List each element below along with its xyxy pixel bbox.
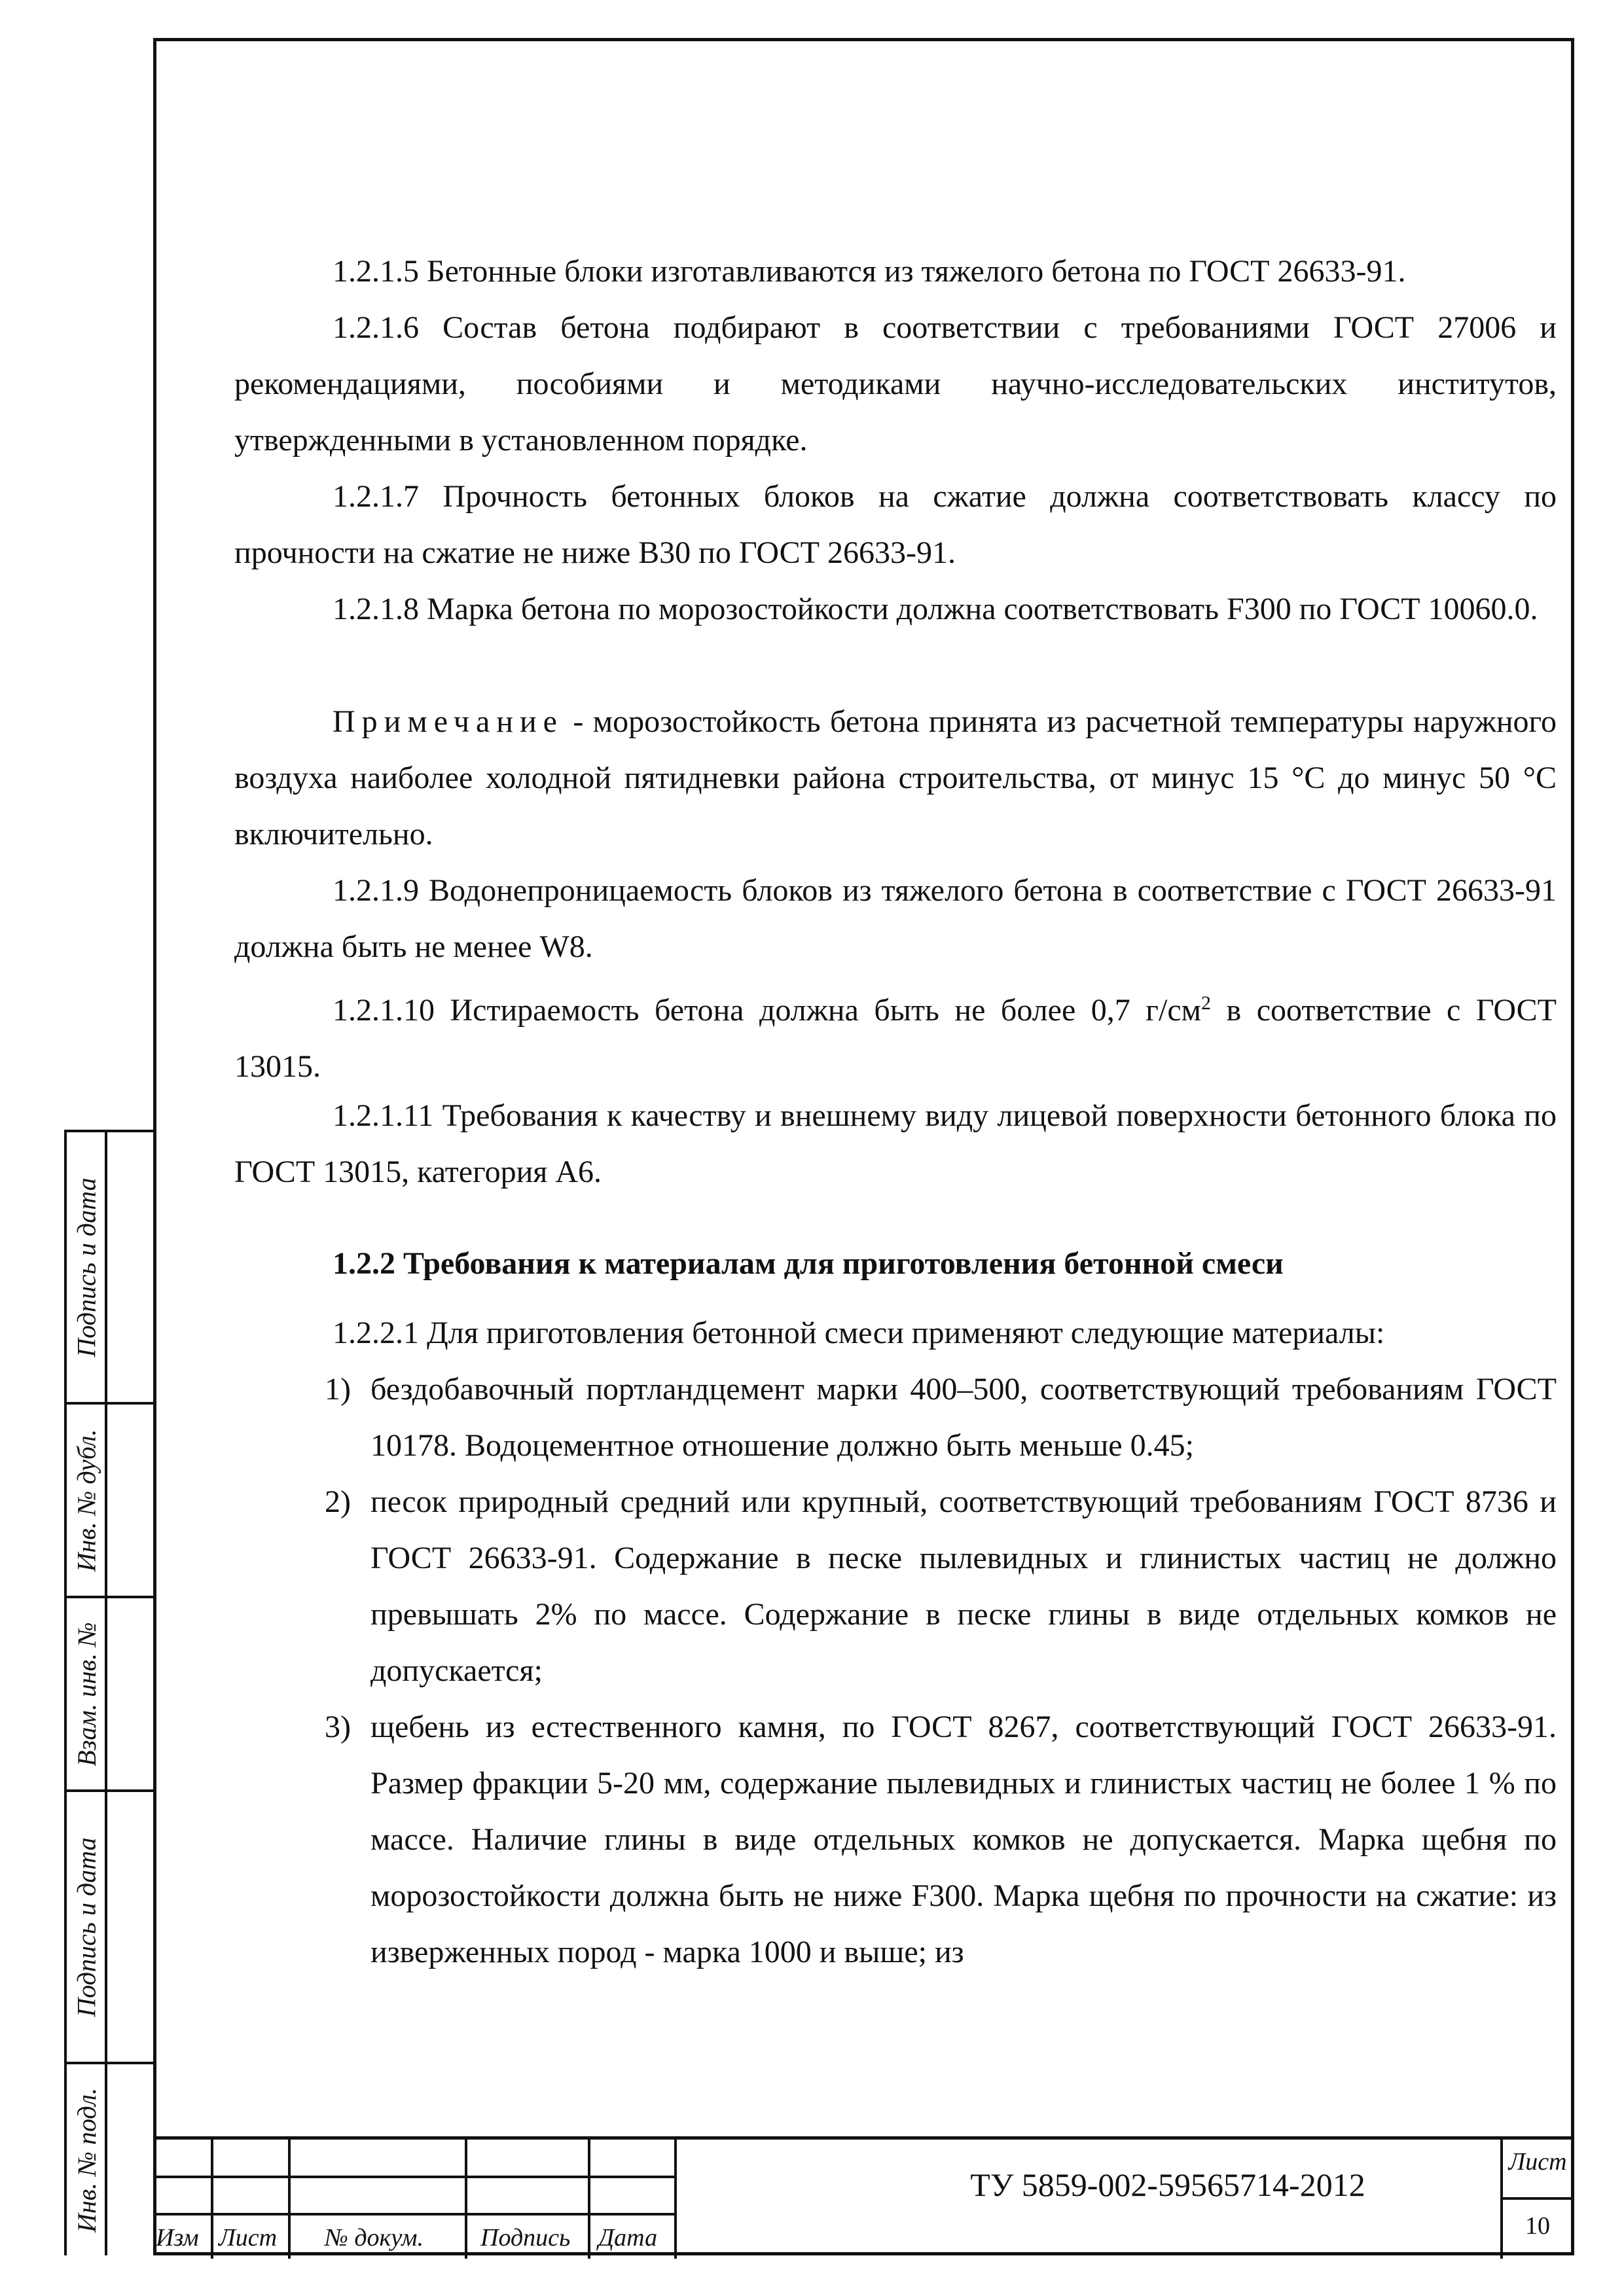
superscript: 2 <box>1201 992 1211 1014</box>
sheet-number: 10 <box>1525 2212 1550 2240</box>
side-stamp-row <box>67 1405 153 1598</box>
side-stamp-row <box>67 1792 153 2064</box>
list-number: 3) <box>325 1710 351 1744</box>
col-izm-label: Изм <box>156 2224 199 2251</box>
paragraph: 1.2.1.11 Требования к качеству и внешнему виду лицевой поверхности бетонного блока по ГОСТ 13015, категория А6. <box>234 1098 1557 1189</box>
side-podpis-data-top: Подпись и дата <box>71 1177 101 1357</box>
paragraph: 1.2.2.1 Для приготовления бетонной смеси применяют следующие материалы: <box>333 1316 1385 1350</box>
title-block <box>153 2136 1574 2255</box>
paragraph-text: в соответствие с ГОСТ 13015. <box>234 993 1557 1084</box>
list-number: 2) <box>325 1484 351 1519</box>
side-stamp-row <box>67 1598 153 1792</box>
side-podpis-data-bottom: Подпись и дата <box>71 1837 101 2017</box>
side-inv-dubl: Инв. № дубл. <box>71 1429 101 1571</box>
section-heading: 1.2.2 Требования к материалам для приготовления бетонной смеси <box>333 1246 1284 1281</box>
note-paragraph <box>234 694 1557 863</box>
paragraph: 1.2.1.9 Водонепроницаемость блоков из тяжелого бетона в соответствие с ГОСТ 26633-91 должна быть не менее W8. <box>234 873 1557 964</box>
side-inv-podl: Инв. № подл. <box>71 2087 101 2233</box>
note-label: Примечание <box>333 704 564 739</box>
list-number: 1) <box>325 1372 351 1407</box>
paragraph: 1.2.1.8 Марка бетона по морозостойкости должна соответствовать F300 по ГОСТ 10060.0. <box>333 592 1538 626</box>
sheet-label: Лист <box>1508 2148 1567 2176</box>
list-text: песок природный средний или крупный, соответствующий требованиям ГОСТ 8736 и ГОСТ 26633-91. Содержание в песке пылевидных и глинистых частиц не должно превышать 2% по массе. Содержание в песке глины в виде отдельных комков не допускается; <box>370 1484 1557 1688</box>
paragraph: 1.2.1.5 Бетонные блоки изготавливаются из тяжелого бетона по ГОСТ 26633-91. <box>333 254 1406 289</box>
side-stamp-row <box>67 1132 153 1405</box>
col-list-label: Лист <box>219 2224 278 2251</box>
col-data-label: Дата <box>598 2224 658 2251</box>
paragraph: 1.2.1.7 Прочность бетонных блоков на сжатие должна соответствовать классу по прочности на сжатие не ниже В30 по ГОСТ 26633-91. <box>234 479 1557 570</box>
note-text: - морозостойкость бетона принята из расчетной температуры наружного воздуха наиболее холодной пятидневки района строительства, от минус 15 °С до минус 50 °С включительно. <box>234 704 1557 852</box>
side-stamp <box>64 1130 153 2255</box>
side-stamp-row <box>67 2064 153 2255</box>
side-vzam-inv: Взам. инв. № <box>71 1621 101 1767</box>
paragraph-text: 1.2.1.10 Истираемость бетона должна быть не более 0,7 г/см <box>333 993 1201 1028</box>
paragraph: 1.2.1.6 Состав бетона подбирают в соответствии с требованиями ГОСТ 27006 и рекомендациями, пособиями и методиками научно-исследовательских институтов, утвержденными в установленном порядке. <box>234 310 1557 457</box>
document-code: ТУ 5859-002-59565714-2012 <box>970 2166 1365 2203</box>
paragraph-abrasion <box>234 975 1557 1095</box>
list-text: бездобавочный портландцемент марки 400–500, соответствующий требованиям ГОСТ 10178. Водоцементное отношение должно быть меньше 0.45; <box>370 1372 1557 1463</box>
col-podpis-label: Подпись <box>480 2224 571 2251</box>
list-text: щебень из естественного камня, по ГОСТ 8267, соответствующий ГОСТ 26633-91. Размер фракции 5-20 мм, содержание пылевидных и глинистых частиц не более 1 % по массе. Наличие глины в виде отдельных комков не допускается. Марка щебня по морозостойкости должна быть не ниже F300. Марка щебня по прочности на сжатие: из изверженных пород - марка 1000 и выше; из <box>370 1710 1557 1969</box>
col-doc-label: № докум. <box>325 2224 424 2251</box>
